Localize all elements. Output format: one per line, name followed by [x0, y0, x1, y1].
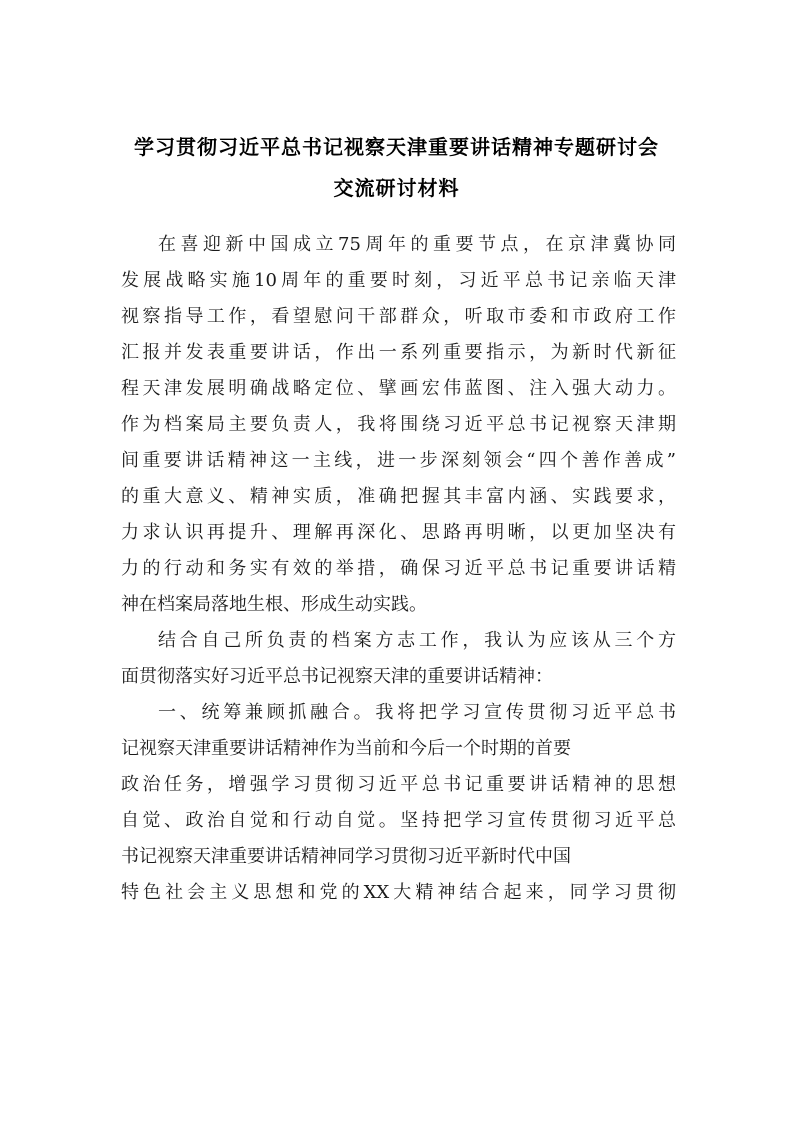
body-line: 间重要讲话精神这一主线，进一步深刻领会“四个善作善成”: [121, 450, 676, 471]
body-line: 作为档案局主要负责人，我将围绕习近平总书记视察天津期: [121, 414, 676, 435]
body-line: 力的行动和务实有效的举措，确保习近平总书记重要讲话精: [121, 558, 676, 579]
body-line: 自觉、政治自觉和行动自觉。坚持把学习宣传贯彻习近平总: [121, 810, 676, 831]
body-line: 程天津发展明确战略定位、擘画宏伟蓝图、注入强大动力。: [121, 378, 676, 399]
body-line: 的重大意义、精神实质，准确把握其丰富内涵、实践要求，: [121, 486, 676, 507]
body-line: 神在档案局落地生根、形成生动实践。: [121, 594, 427, 615]
body-line: 面贯彻落实好习近平总书记视察天津的重要讲话精神：: [121, 666, 553, 687]
body-line: 发展战略实施10周年的重要时刻，习近平总书记亲临天津: [121, 270, 676, 291]
body-line: 记视察天津重要讲话精神作为当前和今后一个时期的首要: [121, 738, 571, 759]
document-body: [121, 227, 676, 911]
document-title-line-2: 交流研讨材料: [333, 176, 460, 200]
body-line: 视察指导工作，看望慰问干部群众，听取市委和市政府工作: [121, 306, 676, 327]
body-line: 力求认识再提升、理解再深化、思路再明晰，以更加坚决有: [121, 522, 676, 543]
body-line: 政治任务，增强学习贯彻习近平总书记重要讲话精神的思想: [121, 774, 676, 795]
body-line: 结合自己所负责的档案方志工作，我认为应该从三个方: [158, 630, 676, 651]
body-line: 特色社会主义思想和党的XX大精神结合起来，同学习贯彻: [121, 882, 676, 903]
body-line: 一、统筹兼顾抓融合。我将把学习宣传贯彻习近平总书: [158, 702, 676, 723]
body-line: 汇报并发表重要讲话，作出一系列重要指示，为新时代新征: [121, 342, 676, 363]
document-title-line-1: 学习贯彻习近平总书记视察天津重要讲话精神专题研讨会: [134, 135, 659, 159]
body-line: 书记视察天津重要讲话精神同学习贯彻习近平新时代中国: [121, 846, 571, 867]
body-line: 在喜迎新中国成立75周年的重要节点，在京津冀协同: [158, 234, 676, 255]
